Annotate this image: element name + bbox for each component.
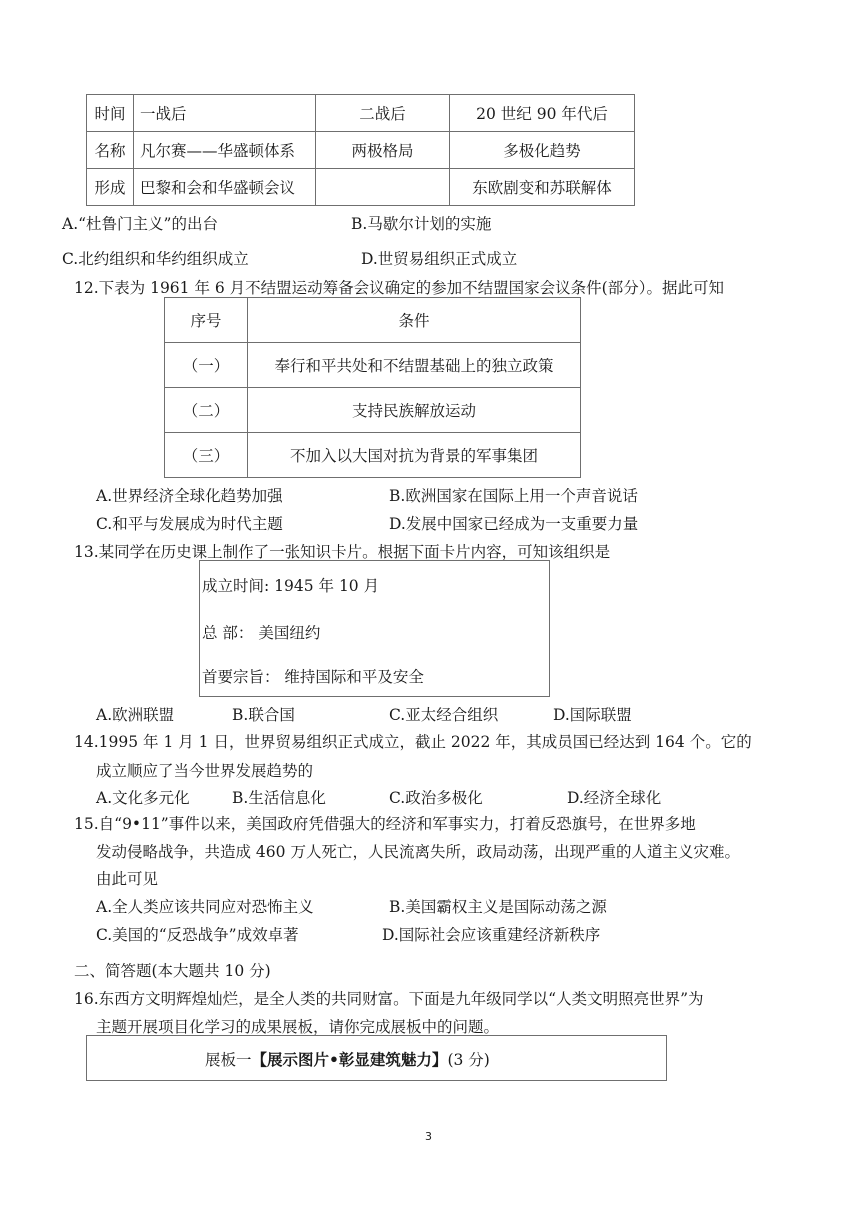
- option-a[interactable]: A.文化多元化: [96, 789, 190, 807]
- question-stem-cont: 由此可见: [96, 870, 159, 888]
- table-row: [165, 298, 581, 343]
- table-row: [87, 95, 635, 132]
- table-cell: 不加入以大国对抗为背景的军事集团: [248, 433, 581, 478]
- option-b[interactable]: B.生活信息化: [232, 789, 326, 807]
- option-a[interactable]: A.欧洲联盟: [96, 706, 175, 724]
- option-c[interactable]: C.政治多极化: [389, 789, 483, 807]
- option-d[interactable]: D.经济全球化: [567, 789, 662, 807]
- table-cell: （一）: [165, 343, 248, 388]
- table-cell: 名称: [87, 132, 134, 169]
- table-cell: [316, 169, 450, 206]
- card-line-headquarters: 总 部： 美国纽约: [202, 624, 321, 642]
- knowledge-card: [199, 560, 550, 697]
- board-score: (3 分): [447, 1051, 490, 1069]
- option-c[interactable]: C.美国的“反恐战争”成效卓著: [96, 926, 299, 944]
- table-cell: （三）: [165, 433, 248, 478]
- option-d[interactable]: D.世贸易组织正式成立: [361, 250, 518, 268]
- option-d[interactable]: D.发展中国家已经成为一支重要力量: [389, 515, 639, 533]
- option-c[interactable]: C.和平与发展成为时代主题: [96, 515, 283, 533]
- question-stem: 14.1995 年 1 月 1 日，世界贸易组织正式成立，截止 2022 年，其成员国已经达到 164 个。它的: [74, 733, 752, 751]
- question-stem-cont: 发动侵略战争，共造成 460 万人死亡，人民流离失所，政局动荡，出现严重的人道主义灾难。: [96, 843, 740, 861]
- table-cell: 凡尔赛——华盛顿体系: [134, 132, 316, 169]
- card-line-purpose: 首要宗旨： 维持国际和平及安全: [202, 668, 424, 686]
- board-prefix: 展板一: [205, 1051, 252, 1069]
- option-d[interactable]: D.国际联盟: [553, 706, 632, 724]
- page-number: 3: [425, 1130, 432, 1143]
- board-title: [205, 1048, 490, 1070]
- question-stem: 12.下表为 1961 年 6 月不结盟运动筹备会议确定的参加不结盟国家会议条件(部分）。据此可知: [74, 279, 724, 297]
- table-cell: 两极格局: [316, 132, 450, 169]
- table-row: [165, 433, 581, 478]
- table-cell: 奉行和平共处和不结盟基础上的独立政策: [248, 343, 581, 388]
- conditions-table: [164, 297, 581, 478]
- option-c[interactable]: C.亚太经合组织: [389, 706, 499, 724]
- option-b[interactable]: B.联合国: [232, 706, 295, 724]
- section-heading: 二、简答题(本大题共 10 分): [74, 962, 271, 980]
- table-cell: （二）: [165, 388, 248, 433]
- table-cell: 时间: [87, 95, 134, 132]
- table-cell: 20 世纪 90 年代后: [450, 95, 635, 132]
- table-cell: 形成: [87, 169, 134, 206]
- table-row: [87, 132, 635, 169]
- option-a[interactable]: A.全人类应该共同应对恐怖主义: [96, 898, 314, 916]
- question-stem-cont: 成立顺应了当今世界发展趋势的: [96, 762, 314, 780]
- table-cell: 巴黎和会和华盛顿会议: [134, 169, 316, 206]
- era-table: [86, 94, 635, 206]
- option-b[interactable]: B.马歇尔计划的实施: [351, 215, 492, 233]
- question-stem-cont: 主题开展项目化学习的成果展板，请你完成展板中的问题。: [96, 1018, 500, 1036]
- table-cell: 多极化趋势: [450, 132, 635, 169]
- display-board-one: [86, 1035, 667, 1081]
- table-row: [165, 388, 581, 433]
- table-row: [87, 169, 635, 206]
- table-row: [165, 343, 581, 388]
- table-header: 条件: [248, 298, 581, 343]
- table-cell: 支持民族解放运动: [248, 388, 581, 433]
- option-b[interactable]: B.美国霸权主义是国际动荡之源: [389, 898, 607, 916]
- question-stem: 16.东西方文明辉煌灿烂，是全人类的共同财富。下面是九年级同学以“人类文明照亮世界”为: [74, 990, 704, 1008]
- question-stem: 13.某同学在历史课上制作了一张知识卡片。根据下面卡片内容，可知该组织是: [74, 543, 611, 561]
- option-a[interactable]: A.“杜鲁门主义”的出台: [62, 215, 218, 233]
- option-c[interactable]: C.北约组织和华约组织成立: [62, 250, 249, 268]
- option-b[interactable]: B.欧洲国家在国际上用一个声音说话: [389, 487, 638, 505]
- option-d[interactable]: D.国际社会应该重建经济新秩序: [382, 926, 601, 944]
- board-heading: 【展示图片•彰显建筑魅力】: [251, 1050, 448, 1069]
- table-cell: 一战后: [134, 95, 316, 132]
- option-a[interactable]: A.世界经济全球化趋势加强: [96, 487, 283, 505]
- table-cell: 二战后: [316, 95, 450, 132]
- table-cell: 东欧剧变和苏联解体: [450, 169, 635, 206]
- table-header: 序号: [165, 298, 248, 343]
- question-stem: 15.自“9•11”事件以来，美国政府凭借强大的经济和军事实力，打着反恐旗号，在世界多地: [74, 815, 696, 833]
- card-line-founded: 成立时间: 1945 年 10 月: [202, 577, 380, 595]
